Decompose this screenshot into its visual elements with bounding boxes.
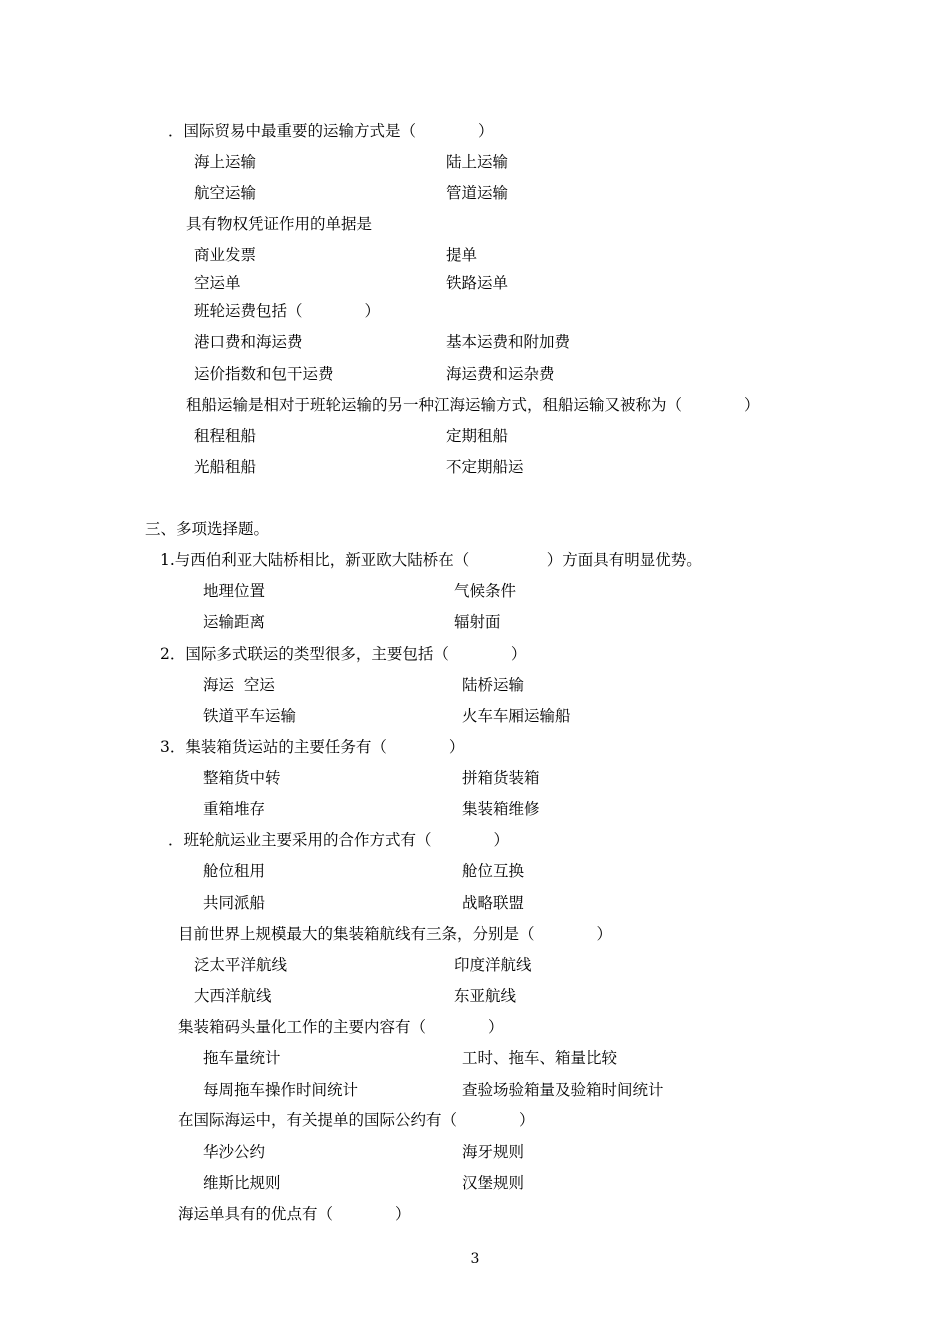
question-stem: ．国际贸易中最重要的运输方式是（ ） (168, 122, 494, 140)
option-c: 每周拖车操作时间统计 (203, 1081, 359, 1099)
question-stem: ．班轮航运业主要采用的合作方式有（ ） (168, 831, 510, 849)
option-b: 陆桥运输 (462, 676, 525, 694)
option-d: 查验场验箱量及验箱时间统计 (462, 1081, 664, 1099)
option-d: 铁路运单 (446, 274, 509, 292)
option-c: 维斯比规则 (203, 1174, 281, 1192)
option-d: 战略联盟 (462, 894, 525, 912)
option-d: 海运费和运杂费 (446, 365, 555, 383)
option-b: 陆上运输 (446, 153, 509, 171)
option-d: 辐射面 (454, 613, 501, 631)
option-a: 商业发票 (194, 246, 257, 264)
option-a: 整箱货中转 (203, 769, 281, 787)
option-c: 航空运输 (194, 184, 257, 202)
option-c: 大西洋航线 (194, 987, 272, 1005)
question-stem: 集装箱码头量化工作的主要内容有（ ） (178, 1018, 504, 1036)
option-b: 气候条件 (454, 582, 517, 600)
option-a: 海上运输 (194, 153, 257, 171)
option-a: 海运 空运 (203, 676, 275, 694)
question-stem: 1.与西伯利亚大陆桥相比，新亚欧大陆桥在（ ）方面具有明显优势。 (160, 551, 702, 569)
option-c: 铁道平车运输 (203, 707, 297, 725)
question-stem: 在国际海运中，有关提单的国际公约有（ ） (178, 1111, 535, 1129)
question-stem: 海运单具有的优点有（ ） (178, 1205, 411, 1223)
option-d: 管道运输 (446, 184, 509, 202)
question-stem: 目前世界上规模最大的集装箱航线有三条，分别是（ ） (178, 925, 613, 943)
option-b: 工时、拖车、箱量比较 (462, 1049, 618, 1067)
option-c: 运价指数和包干运费 (194, 365, 334, 383)
page-number: 3 (470, 1251, 480, 1267)
question-stem: 3．集装箱货运站的主要任务有（ ） (160, 738, 465, 756)
option-b: 定期租船 (446, 427, 509, 445)
option-c: 空运单 (194, 274, 241, 292)
option-a: 地理位置 (203, 582, 266, 600)
option-c: 光船租船 (194, 458, 257, 476)
option-b: 提单 (446, 246, 478, 264)
option-d: 不定期船运 (446, 458, 524, 476)
option-d: 集装箱维修 (462, 800, 540, 818)
option-a: 舱位租用 (203, 862, 266, 880)
question-stem: 班轮运费包括（ ） (194, 302, 381, 320)
question-stem: 租船运输是相对于班轮运输的另一种江海运输方式，租船运输又被称为（ ） (186, 396, 760, 414)
option-d: 火车车厢运输船 (462, 707, 571, 725)
option-d: 汉堡规则 (462, 1174, 525, 1192)
option-c: 运输距离 (203, 613, 266, 631)
option-c: 共同派船 (203, 894, 266, 912)
option-b: 舱位互换 (462, 862, 525, 880)
option-b: 印度洋航线 (454, 956, 532, 974)
option-a: 华沙公约 (203, 1143, 266, 1161)
option-b: 基本运费和附加费 (446, 333, 571, 351)
question-stem: 2．国际多式联运的类型很多，主要包括（ ） (160, 645, 527, 663)
option-a: 租程租船 (194, 427, 257, 445)
option-b: 海牙规则 (462, 1143, 525, 1161)
option-c: 重箱堆存 (203, 800, 266, 818)
question-stem: 具有物权凭证作用的单据是 (186, 215, 373, 233)
option-a: 泛太平洋航线 (194, 956, 288, 974)
option-a: 港口费和海运费 (194, 333, 303, 351)
section-title: 三、多项选择题。 (145, 520, 270, 538)
option-a: 拖车量统计 (203, 1049, 281, 1067)
option-b: 拼箱货装箱 (462, 769, 540, 787)
option-d: 东亚航线 (454, 987, 517, 1005)
